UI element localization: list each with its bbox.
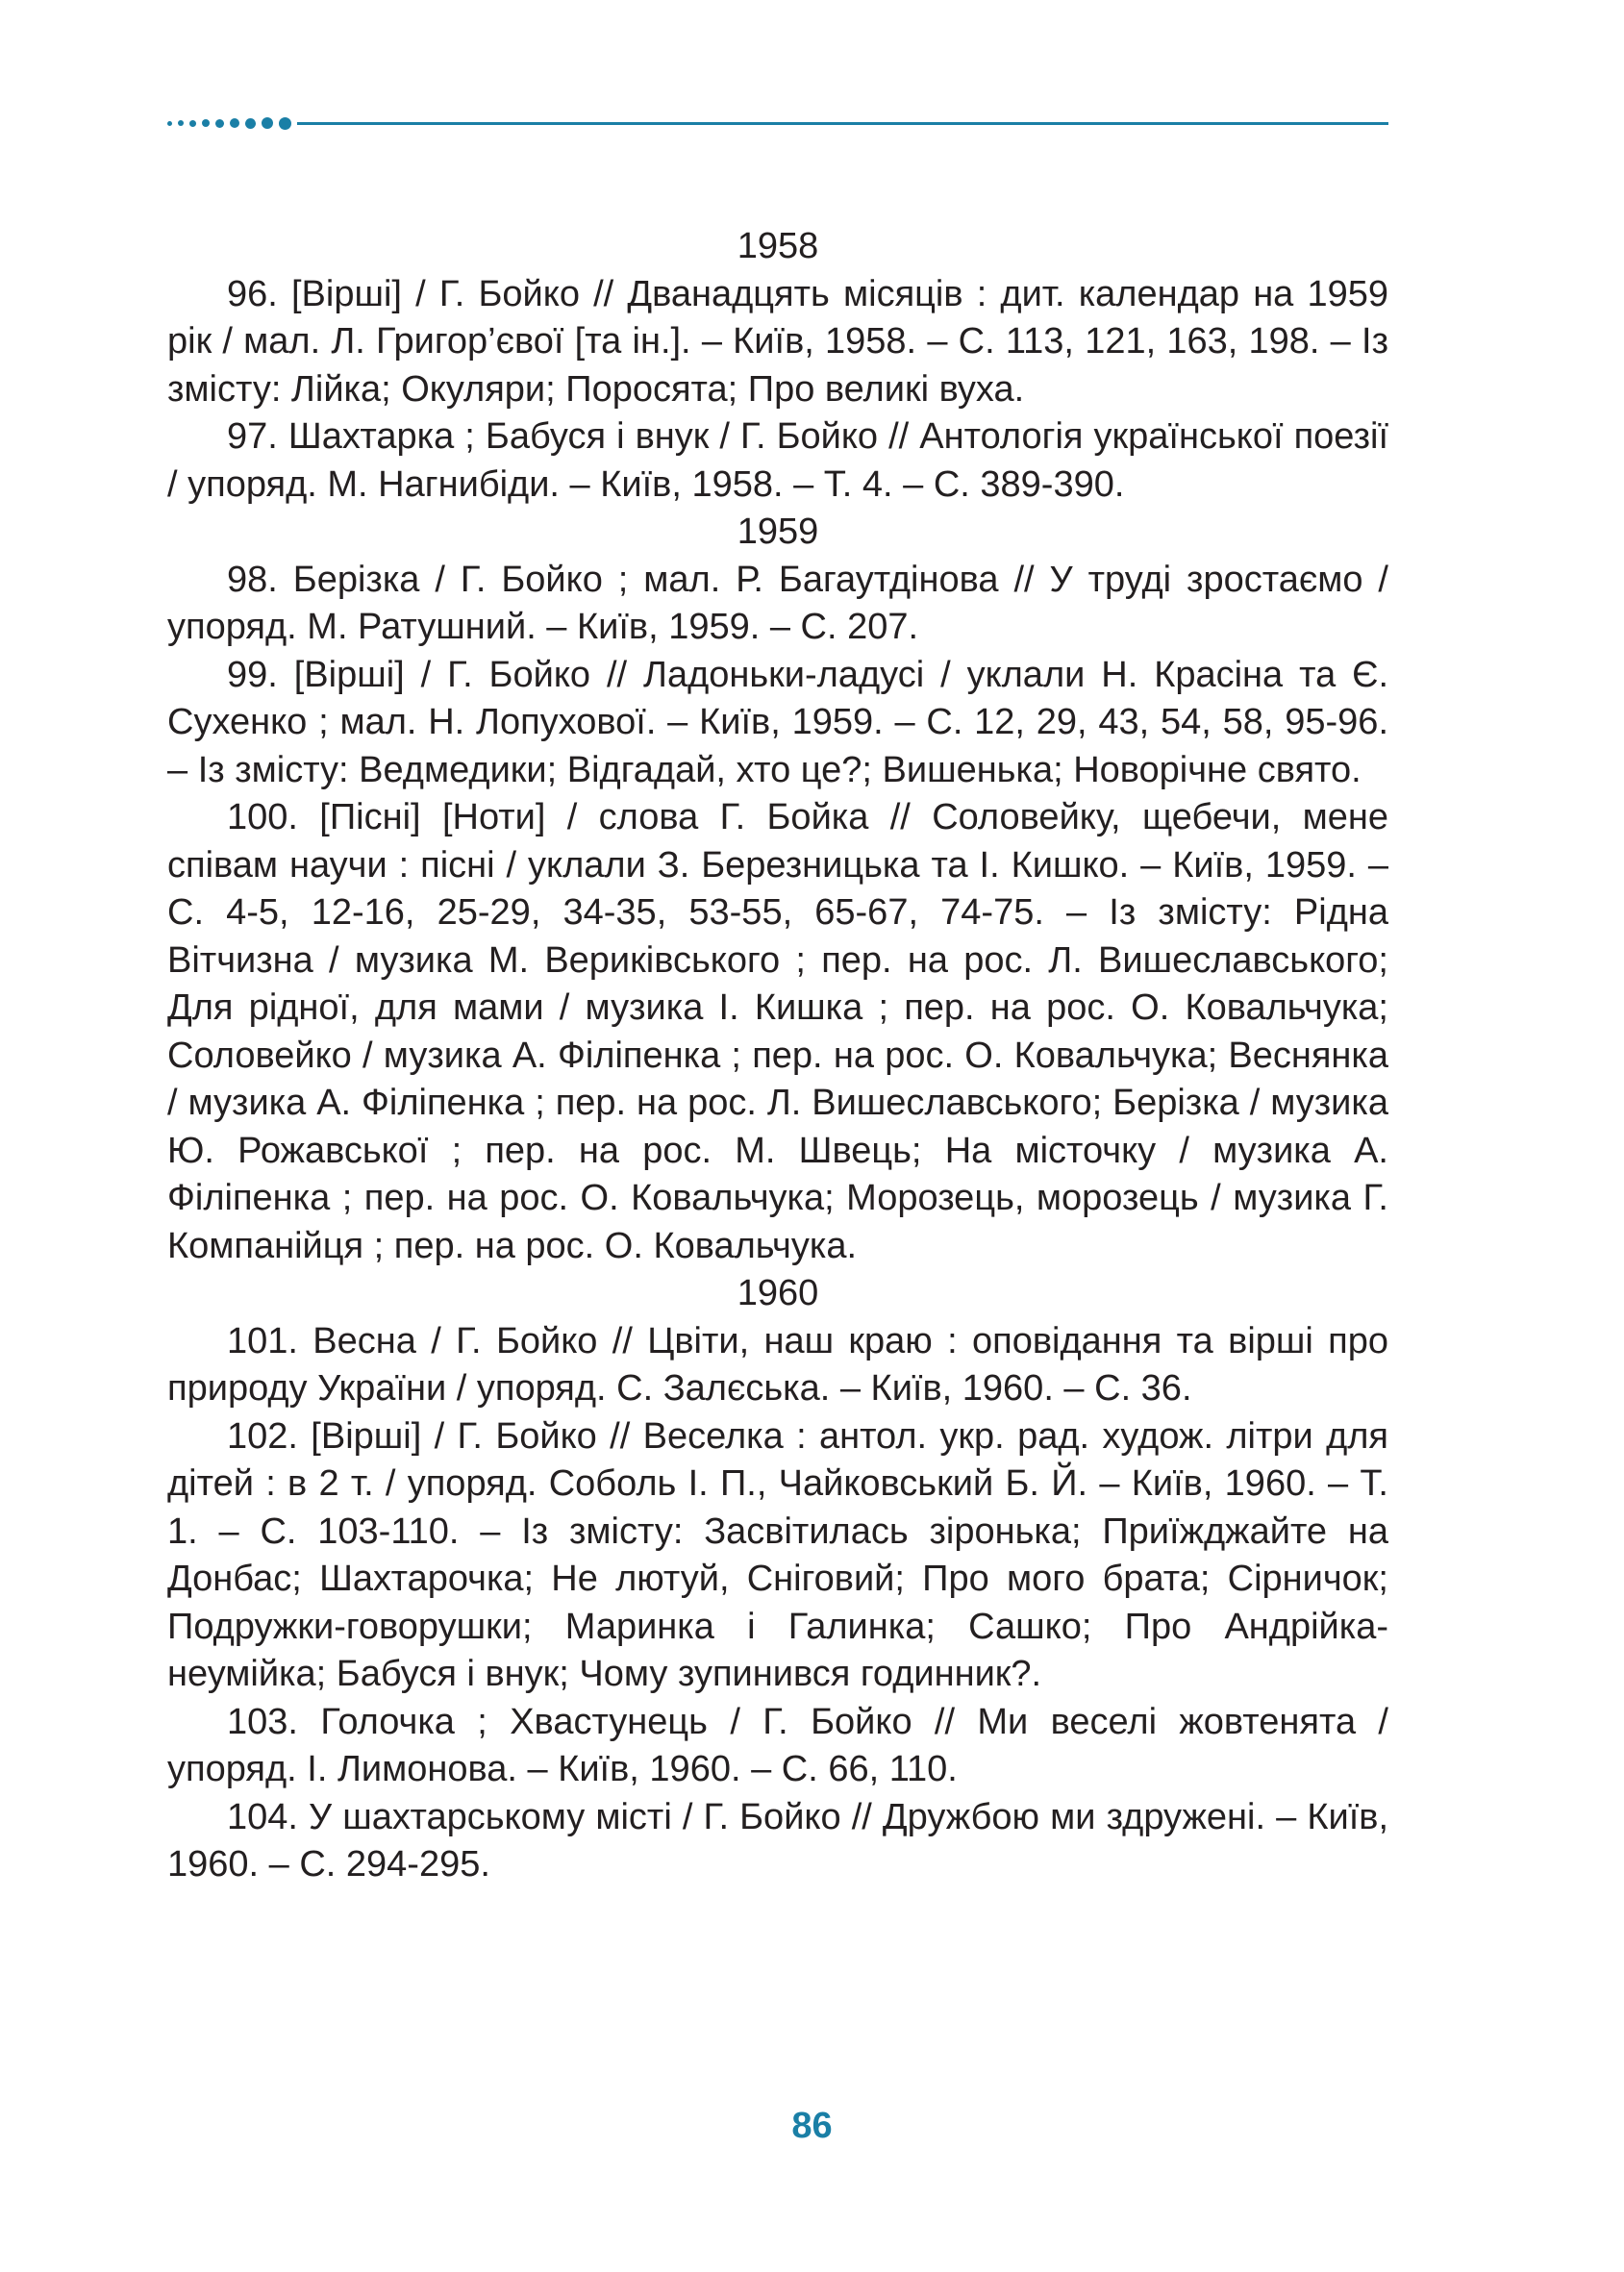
dot-icon (167, 121, 172, 126)
header-dots (167, 117, 291, 130)
page-number: 86 (791, 2106, 833, 2146)
bibliography-entry: 98. Берізка / Г. Бойко ; мал. Р. Багаутдінова // У труді зростаємо / упоряд. М. Ратушний. – Київ, 1959. – С. 207. (167, 559, 1388, 647)
year-heading: 1959 (737, 512, 819, 552)
dot-icon (202, 119, 210, 127)
bibliography-entry: 103. Голочка ; Хвастунець / Г. Бойко // Ми веселі жовтенята / упоряд. І. Лимонова. – Київ, 1960. – С. 66, 110. (167, 1701, 1388, 1789)
dot-icon (178, 120, 184, 126)
year-heading: 1958 (737, 226, 819, 266)
dot-icon (262, 117, 273, 129)
bibliography-entry: 104. У шахтарському місті / Г. Бойко // Дружбою ми здружені. – Київ, 1960. – С. 294-295. (167, 1796, 1388, 1885)
dot-icon (279, 117, 291, 130)
header-decorative-rule (167, 112, 1388, 135)
bibliography-entry: 97. Шахтарка ; Бабуся і внук / Г. Бойко // Антологія української поезії / упоряд. М. Нагнибіди. – Київ, 1958. – Т. 4. – С. 389-390. (167, 416, 1388, 505)
dot-icon (189, 120, 196, 127)
year-heading: 1960 (737, 1273, 819, 1313)
dot-icon (245, 118, 256, 129)
bibliography-content (167, 223, 1388, 1889)
bibliography-entry: 101. Весна / Г. Бойко // Цвіти, наш краю : оповідання та вірші про природу України / упоряд. С. Залєська. – Київ, 1960. – С. 36. (167, 1320, 1388, 1409)
bibliography-entry: 100. [Пісні] [Ноти] / слова Г. Бойка // Соловейку, щебечи, мене співам научи : пісні / уклали З. Березницька та І. Кишко. – Київ, 1959. – С. 4-5, 12-16, 25-29, 34-35, 53-55, 65-67, 74-75. – Із змісту: Рідна Вітчизна / музика М. Вериківського ; пер. на рос. Л. Вишеславського; Для рідної, для мами / музика І. Кишка ; пер. на рос. О. Ковальчука; Соловейко / музика А. Філіпенка ; пер. на рос. О. Ковальчука; Веснянка / музика А. Філіпенка ; пер. на рос. Л. Вишеславського; Берізка / музика Ю. Рожавської ; пер. на рос. М. Швець; На місточку / музика А. Філіпенка ; пер. на рос. О. Ковальчука; Морозець, морозець / музика Г. Компанійця ; пер. на рос. О. Ковальчука. (167, 797, 1388, 1266)
dot-icon (215, 119, 224, 128)
bibliography-entry: 102. [Вірші] / Г. Бойко // Веселка : антол. укр. рад. худож. літри для дітей : в 2 т. / упоряд. Соболь І. П., Чайковський Б. Й. – Київ, 1960. – Т. 1. – С. 103-110. – Із змісту: Засвітилась зіронька; Приїжджайте на Донбас; Шахтарочка; Не лютуй, Сніговий; Про мого брата; Сірничок; Подружки-говорушки; Маринка і Галинка; Сашко; Про Андрійка-неумійка; Бабуся і внук; Чому зупинився годинник?. (167, 1415, 1388, 1694)
dot-icon (230, 118, 239, 128)
bibliography-entry: 99. [Вірші] / Г. Бойко // Ладоньки-ладусі / уклали Н. Красіна та Є. Сухенко ; мал. Н. Лопухової. – Київ, 1959. – С. 12, 29, 43, 54, 58, 95-96. – Із змісту: Ведмедики; Відгадай, хто це?; Вишенька; Новорічне свято. (167, 654, 1388, 790)
header-line (297, 122, 1388, 125)
bibliography-entry: 96. [Вірші] / Г. Бойко // Дванадцять місяців : дит. календар на 1959 рік / мал. Л. Григор’євої [та ін.]. – Київ, 1958. – С. 113, 121, 163, 198. – Із змісту: Лійка; Окуляри; Поросята; Про великі вуха. (167, 273, 1388, 410)
